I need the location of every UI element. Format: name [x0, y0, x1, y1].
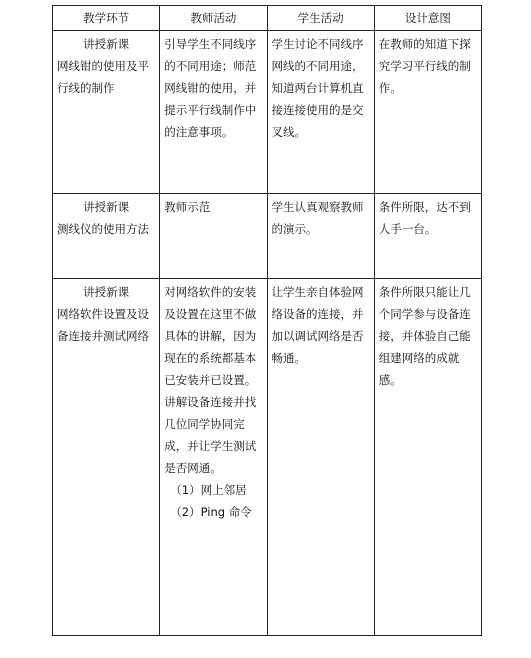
teacher-list-item: （1）网上邻居: [170, 483, 247, 497]
table-row: [53, 194, 482, 279]
segment-cell: [53, 279, 160, 636]
segment-cell: [53, 31, 160, 194]
segment-title: 讲授新课: [83, 200, 130, 214]
teacher-activity-cell: [160, 279, 267, 636]
segment-cell: [53, 194, 160, 279]
design-intent-cell: 条件所限，达不到人手一台。: [374, 194, 481, 279]
teacher-paragraph: 对网络软件的安装及设置在这里不做具体的讲解，因为现在的系统都基本已安装并已设置。: [164, 285, 257, 387]
teacher-list-item: （2）Ping 命令: [170, 505, 252, 519]
student-activity-cell: 让学生亲自体验网络设备的连接，并加以调试网络是否畅通。: [267, 279, 374, 636]
design-intent-cell: 在教师的知道下探究学习平行线的制作。: [374, 31, 481, 194]
header-teaching-segment: 教学环节: [53, 6, 160, 31]
teacher-activity-cell: 引导学生不同线序的不同用途；师范网线钳的使用，并提示平行线制作中的注意事项。: [160, 31, 267, 194]
table-header-row: [53, 6, 482, 31]
header-student-activity: 学生活动: [267, 6, 374, 31]
teacher-paragraph: 讲解设备连接并找几位同学协同完成，并让学生测试是否网通。: [164, 395, 257, 475]
segment-title: 讲授新课: [83, 285, 130, 299]
teacher-activity-cell: 教师示范: [160, 194, 267, 279]
segment-subtitle: 测线仪的使用方法: [57, 222, 149, 236]
design-intent-cell: 条件所限只能让几个同学参与设备连接，并体验自己能组建网络的成就感。: [374, 279, 481, 636]
segment-subtitle: 网线钳的使用及平行线的制作: [57, 59, 149, 95]
header-teacher-activity: 教师活动: [160, 6, 267, 31]
table-row: [53, 279, 482, 636]
student-activity-cell: 学生讨论不同线序网线的不同用途，知道两台计算机直接连接使用的是交叉线。: [267, 31, 374, 194]
segment-title: 讲授新课: [83, 37, 130, 51]
table-row: [53, 31, 482, 194]
student-activity-cell: 学生认真观察教师的演示。: [267, 194, 374, 279]
header-design-intent: 设计意图: [374, 6, 481, 31]
lesson-plan-table: [52, 5, 482, 636]
segment-subtitle: 网络软件设置及设备连接并测试网络: [57, 307, 149, 343]
